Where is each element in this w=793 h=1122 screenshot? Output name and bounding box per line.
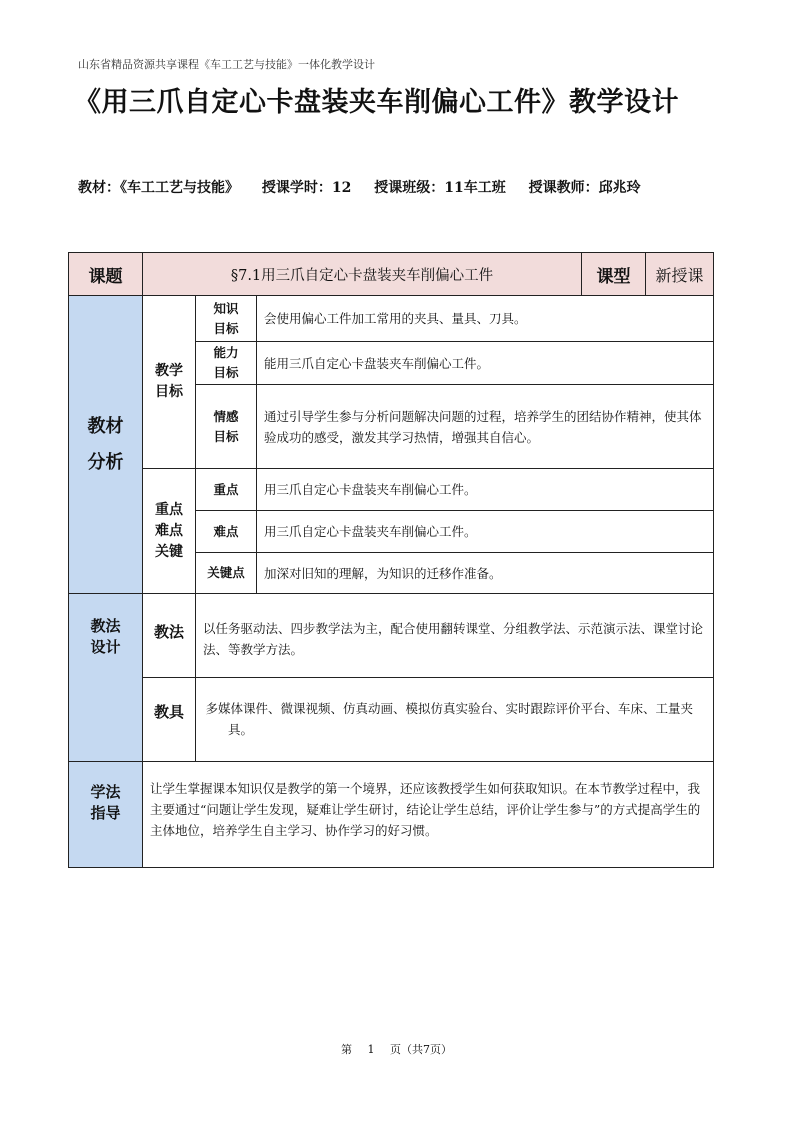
study-group-label [69, 762, 143, 868]
lesson-plan-table [68, 252, 714, 868]
analysis-group-label [69, 296, 143, 594]
teacher-field [529, 180, 641, 196]
teacher-label: 授课教师： [528, 180, 599, 196]
key-text: 加深对旧知的理解，为知识的迁移作准备。 [257, 553, 714, 594]
goal-text: 能用三爪自定心卡盘装夹车削偏心工件。 [257, 342, 714, 385]
tools-row [69, 678, 714, 762]
page-title: 《用三爪自定心卡盘装夹车削偏心工件》教学设计 [74, 87, 679, 118]
topic-label: 课题 [69, 253, 143, 296]
document-header-note: 山东省精品资源共享课程《车工工艺与技能》一体化教学设计 [78, 58, 375, 71]
study-label-text: 学法指导 [90, 783, 121, 822]
course-meta [78, 170, 718, 206]
type-value: 新授课 [646, 253, 714, 296]
key-row-focus [69, 469, 714, 511]
key-label: 关键点 [196, 553, 257, 594]
method-text: 以任务驱动法、四步教学法为主，配合使用翻转课堂、分组教学法、示范演示法、课堂讨论法、等教学方法。 [196, 594, 714, 678]
page-footer [0, 1041, 793, 1057]
goal-label [196, 385, 257, 469]
page-number: 1 [367, 1043, 375, 1056]
class-label: 授课班级： [374, 180, 445, 196]
keys-label-text: 重点难点关键 [155, 501, 183, 560]
topic-row [69, 253, 714, 296]
page-prefix: 第 [341, 1043, 352, 1056]
goals-group-label [143, 296, 196, 469]
goal-label [196, 296, 257, 342]
goal-label-text: 知识目标 [213, 300, 239, 336]
analysis-label-text: 教材分析 [87, 415, 124, 473]
tools-text: 多媒体课件、微课视频、仿真动画、模拟仿真实验台、实时跟踪评价平台、车床、工量夹具。 [196, 678, 714, 762]
teacher-value: 邱兆玲 [598, 180, 641, 196]
goal-text: 通过引导学生参与分析问题解决问题的过程，培养学生的团结协作精神，使其体验成功的感受，激发其学习热情，增强其自信心。 [257, 385, 714, 469]
class-value: 11车工班 [444, 180, 506, 196]
study-row [69, 762, 714, 868]
textbook-field [78, 180, 239, 196]
type-label: 课型 [582, 253, 646, 296]
goal-label-text: 能力目标 [213, 345, 239, 380]
method-group-label [69, 594, 143, 762]
goal-label [196, 342, 257, 385]
goals-label-text: 教学目标 [155, 363, 183, 400]
method-group-text: 教法设计 [90, 617, 121, 656]
hours-field [262, 180, 351, 196]
page-suffix: 页（共7页） [390, 1043, 452, 1056]
key-label: 重点 [196, 469, 257, 511]
key-label: 难点 [196, 511, 257, 553]
key-text: 用三爪自定心卡盘装夹车削偏心工件。 [257, 469, 714, 511]
textbook-label: 教材： [78, 180, 120, 196]
method-row [69, 594, 714, 678]
tools-label: 教具 [143, 678, 196, 762]
method-label: 教法 [143, 594, 196, 678]
goal-text: 会使用偏心工件加工常用的夹具、量具、刀具。 [257, 296, 714, 342]
key-text: 用三爪自定心卡盘装夹车削偏心工件。 [257, 511, 714, 553]
hours-value: 12 [331, 180, 352, 196]
goal-row-knowledge [69, 296, 714, 342]
class-field [374, 180, 505, 196]
hours-label: 授课学时： [261, 180, 332, 196]
keys-group-label [143, 469, 196, 594]
textbook-value: 《车工工艺与技能》 [120, 180, 239, 196]
topic-value: §7.1用三爪自定心卡盘装夹车削偏心工件 [143, 253, 582, 296]
study-text: 让学生掌握课本知识仅是教学的第一个境界，还应该教授学生如何获取知识。在本节教学过程中，我主要通过“问题让学生发现，疑难让学生研讨，结论让学生总结，评价让学生参与”的方式提高学生的主体地位，培养学生自主学习、协作学习的好习惯。 [143, 762, 714, 868]
goal-label-text: 情感目标 [213, 408, 239, 444]
